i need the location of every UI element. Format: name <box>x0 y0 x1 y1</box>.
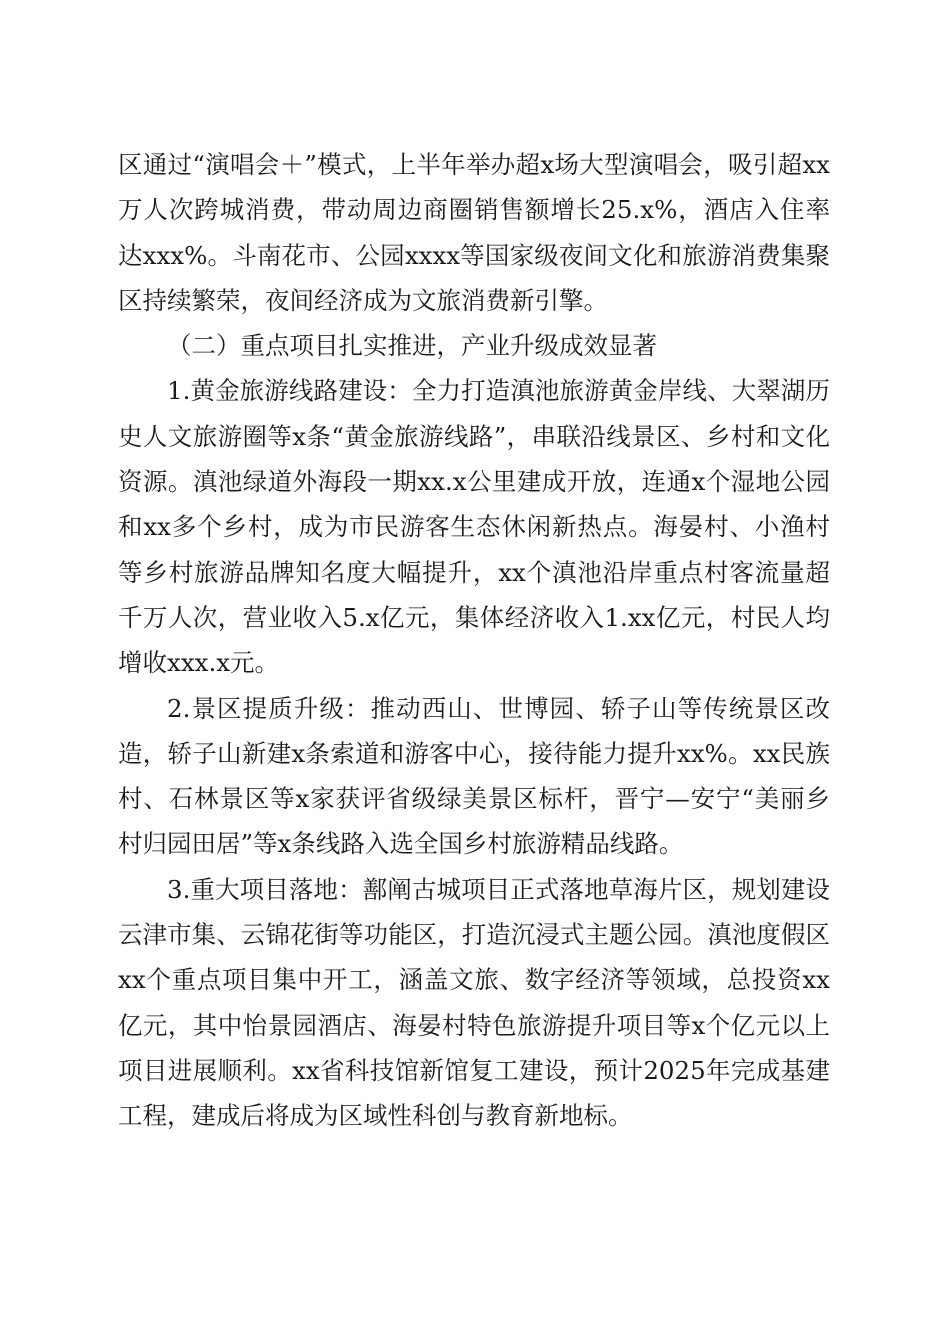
paragraph-item-3: 3.重大项目落地：鄯阐古城项目正式落地草海片区，规划建设云津市集、云锦花街等功能区，打造沉浸式主题公园。滇池度假区xx个重点项目集中开工，涵盖文旅、数字经济等领域，总投资xx亿元，其中怡景园酒店、海晏村特色旅游提升项目等x个亿元以上项目进展顺利。xx省科技馆新馆复工建设，预计2025年完成基建工程，建成后将成为区域性科创与教育新地标。 <box>118 874 830 1131</box>
document-body <box>118 142 830 1139</box>
paragraph-item-2: 2.景区提质升级：推动西山、世博园、轿子山等传统景区改造，轿子山新建x条索道和游客中心，接待能力提升xx%。xx民族村、石林景区等x家获评省级绿美景区标杆，晋宁—安宁“美丽乡村归园田居”等x条线路入选全国乡村旅游精品线路。 <box>118 693 830 859</box>
section-heading: （二）重点项目扎实推进，产业升级成效显著 <box>167 331 657 361</box>
paragraph-item-1: 1.黄金旅游线路建设：全力打造滇池旅游黄金岸线、大翠湖历史人文旅游圈等x条“黄金旅游线路”，串联沿线景区、乡村和文化资源。滇池绿道外海段一期xx.x公里建成开放，连通x个湿地公园和xx多个乡村，成为市民游客生态休闲新热点。海晏村、小渔村等乡村旅游品牌知名度大幅提升，xx个滇池沿岸重点村客流量超千万人次，营业收入5.x亿元，集体经济收入1.xx亿元，村民人均增收xxx.x元。 <box>118 376 830 678</box>
paragraph-continuation: 区通过“演唱会＋”模式，上半年举办超x场大型演唱会，吸引超xx万人次跨城消费，带动周边商圈销售额增长25.x%，酒店入住率达xxx%。斗南花市、公园xxxx等国家级夜间文化和旅游消费集聚区持续繁荣，夜间经济成为文旅消费新引擎。 <box>118 150 830 315</box>
